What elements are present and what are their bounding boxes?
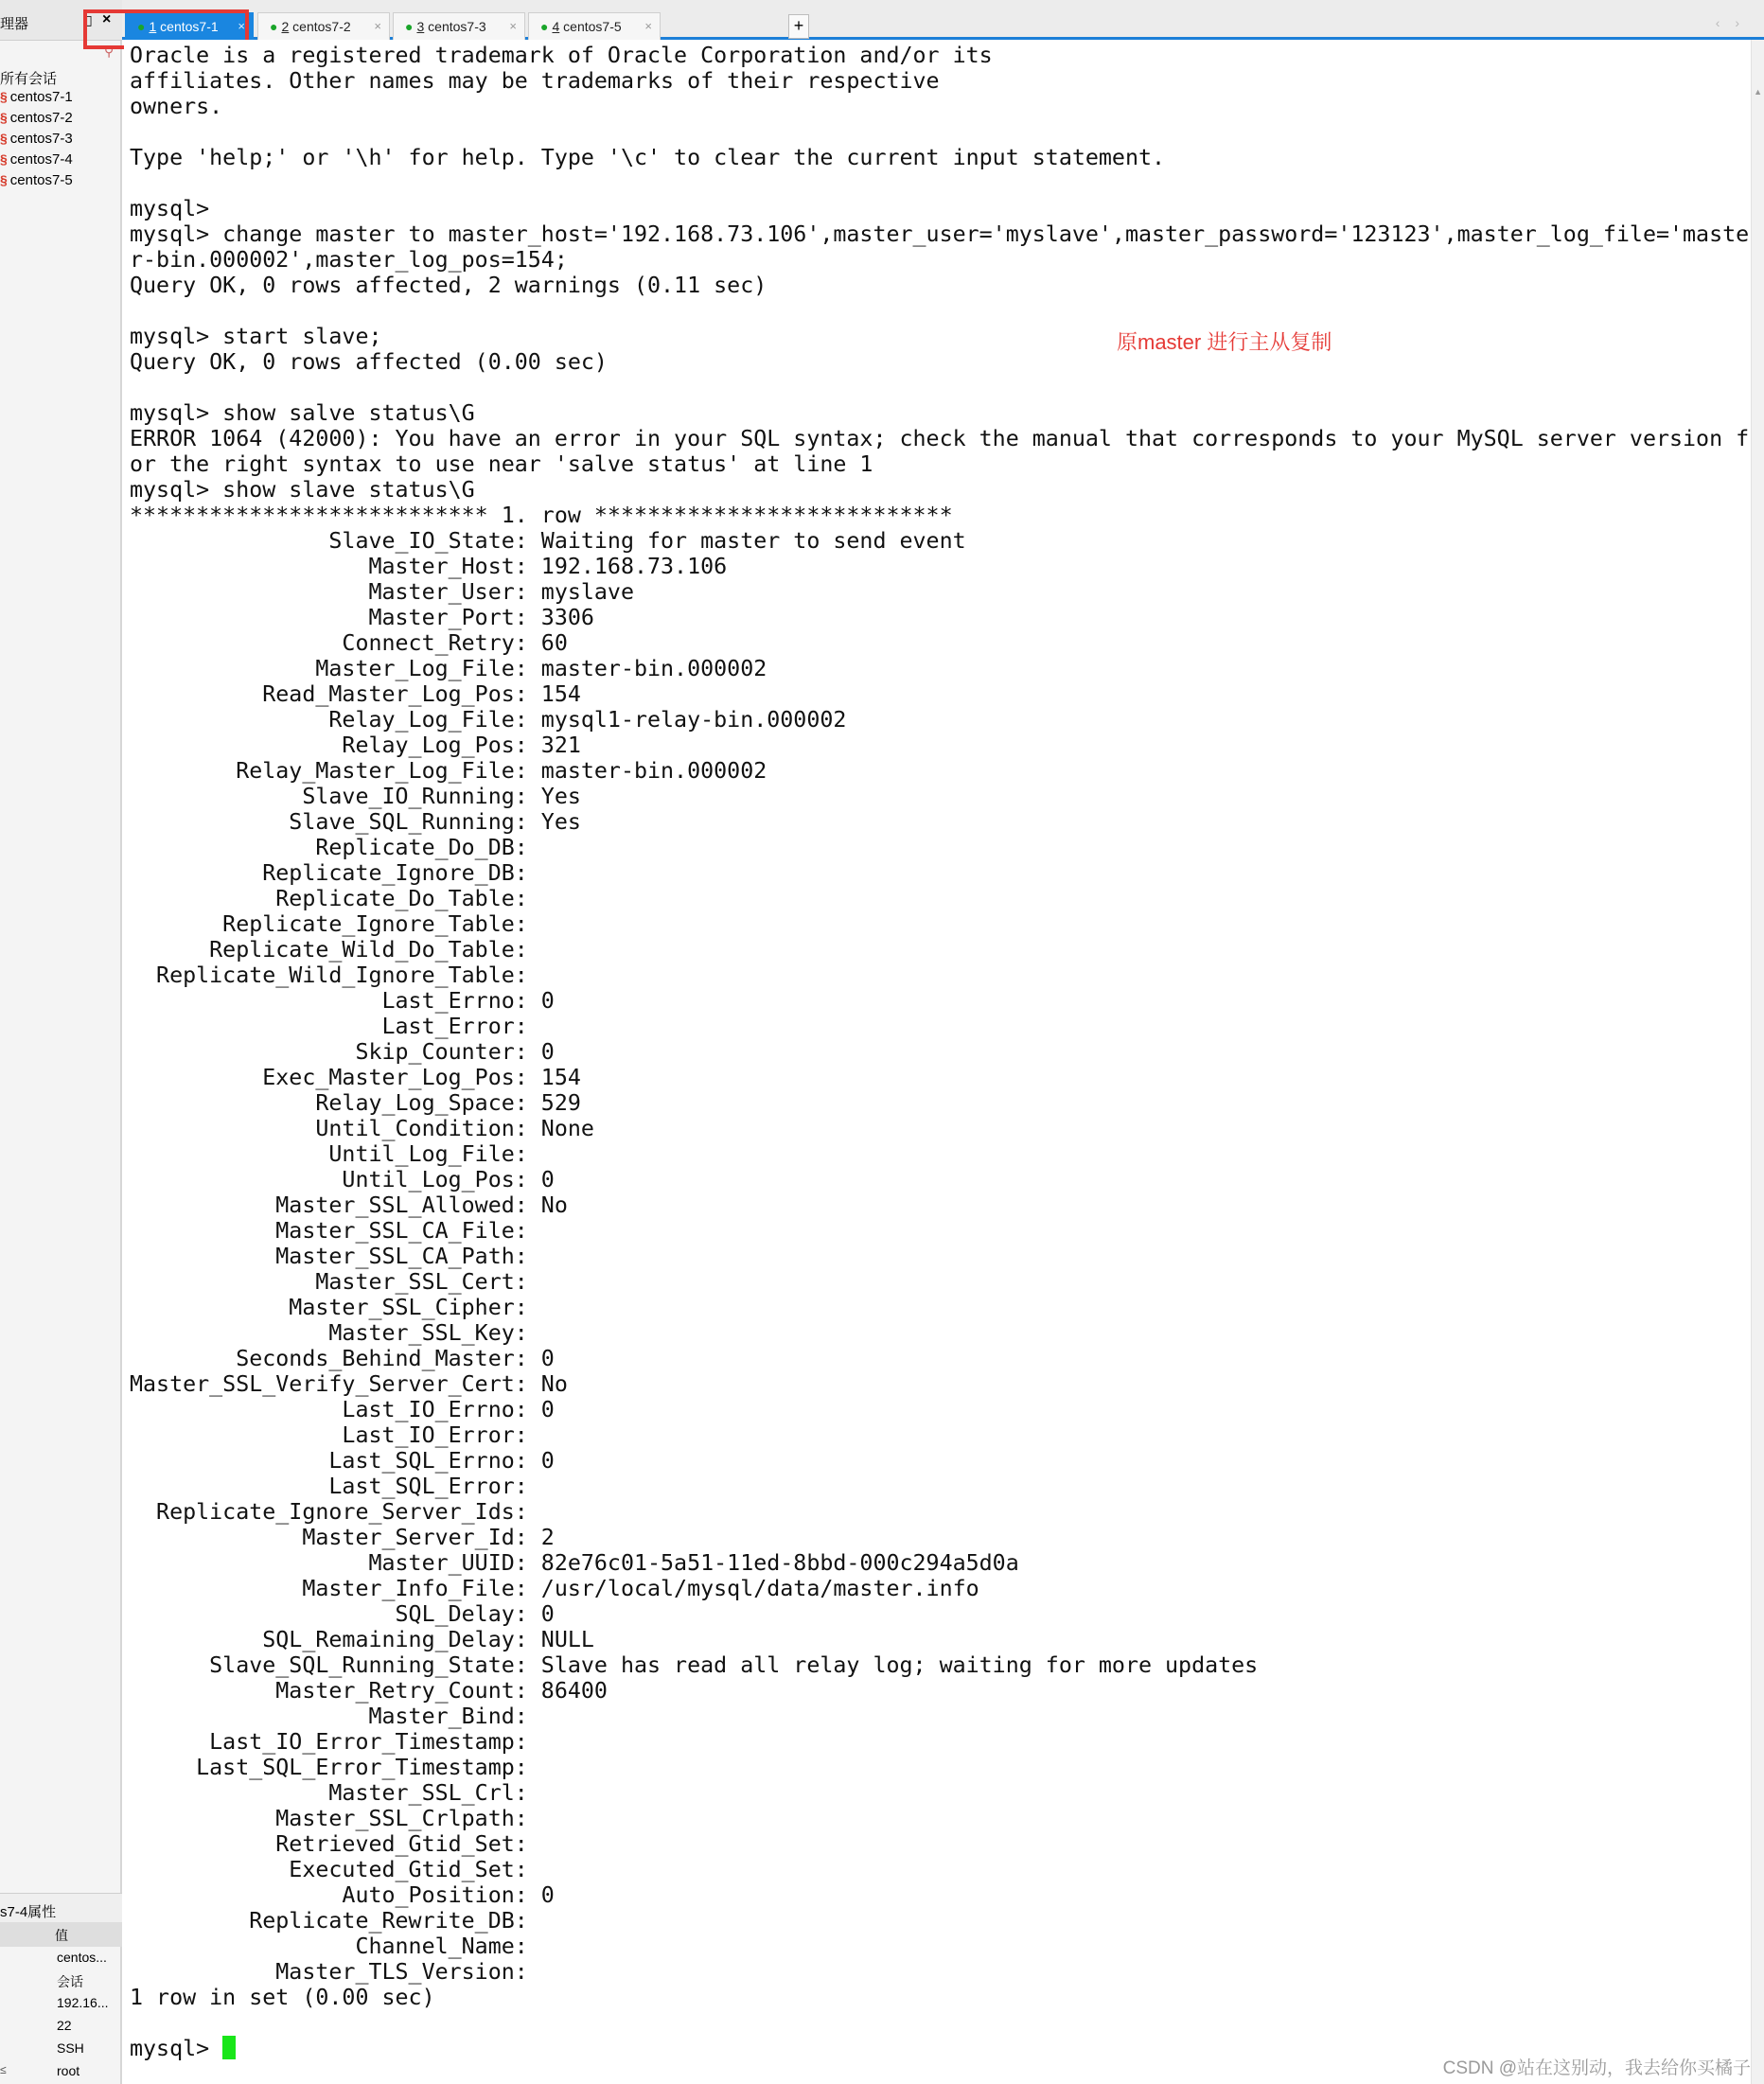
close-icon[interactable]: ×: [102, 11, 112, 27]
terminal-line: Replicate_Do_Table:: [130, 886, 528, 911]
session-item[interactable]: [0, 89, 73, 108]
terminal-line: Master_Info_File: /usr/local/mysql/data/master.info: [130, 1576, 979, 1601]
tab-label: centos7-1: [160, 19, 219, 34]
terminal-line: Last_Errno: 0: [130, 988, 555, 1014]
terminal-line: Relay_Log_Space: 529: [130, 1090, 581, 1116]
terminal-line: Replicate_Ignore_Table:: [130, 911, 528, 937]
tab-centos7-2[interactable]: [257, 12, 390, 41]
connected-status-icon: ●: [137, 19, 146, 34]
sidebar-title: 理器: [0, 16, 29, 32]
properties-header: [0, 1893, 122, 1924]
terminal-line: mysql> show slave status\G: [130, 477, 475, 503]
terminal-line: or the right syntax to use near 'salve status' at line 1: [130, 451, 873, 477]
properties-title: s7-4属性: [0, 1904, 57, 1920]
terminal-line: Master_SSL_CA_Path:: [130, 1244, 528, 1269]
terminal-line: Last_IO_Error_Timestamp:: [130, 1729, 528, 1755]
terminal-line: Slave_IO_Running: Yes: [130, 784, 581, 809]
terminal-line: Master_TLS_Version:: [130, 1959, 528, 1985]
terminal-line: Query OK, 0 rows affected (0.00 sec): [130, 349, 608, 375]
terminal-line: Query OK, 0 rows affected, 2 warnings (0.11 sec): [130, 273, 767, 298]
terminal-line: Last_IO_Error:: [130, 1422, 528, 1448]
terminal-line: Until_Log_Pos: 0: [130, 1167, 555, 1192]
tab-label: centos7-3: [428, 19, 486, 34]
property-value: SSH: [57, 2040, 84, 2056]
pin-icon[interactable]: ▯: [85, 12, 93, 27]
terminal-line: owners.: [130, 94, 223, 119]
session-label: centos7-3: [9, 131, 73, 147]
session-icon: §: [0, 89, 8, 104]
session-icon: §: [0, 131, 8, 146]
connected-status-icon: ●: [405, 19, 414, 34]
terminal-line: Replicate_Wild_Ignore_Table:: [130, 963, 528, 988]
terminal-line: Slave_IO_State: Waiting for master to send event: [130, 528, 966, 554]
properties-column-label: 值: [55, 1928, 68, 1943]
terminal-line: Auto_Position: 0: [130, 1882, 555, 1908]
terminal-line: Type 'help;' or '\h' for help. Type '\c' to clear the current input statement.: [130, 145, 1166, 170]
tab-number: 4: [552, 19, 560, 34]
session-label: centos7-5: [9, 172, 73, 188]
terminal-line: SQL_Remaining_Delay: NULL: [130, 1627, 594, 1652]
session-icon: §: [0, 172, 8, 187]
tab-close-icon[interactable]: ×: [374, 19, 381, 33]
tab-close-icon[interactable]: ×: [509, 19, 517, 33]
terminal-output[interactable]: [124, 40, 1752, 2084]
terminal-line: Replicate_Rewrite_DB:: [130, 1908, 528, 1934]
terminal-line: Slave_SQL_Running: Yes: [130, 809, 581, 835]
property-value: 192.16...: [57, 1995, 109, 2010]
connected-status-icon: ●: [270, 19, 278, 34]
terminal-line: Replicate_Wild_Do_Table:: [130, 937, 528, 963]
terminal-line: mysql> show salve status\G: [130, 400, 475, 426]
terminal-line: *************************** 1. row ***************************: [130, 503, 953, 528]
session-label: centos7-4: [9, 151, 73, 168]
session-item[interactable]: [0, 131, 73, 150]
terminal-line: mysql> start slave;: [130, 324, 382, 349]
session-tab-bar: [122, 0, 1764, 40]
terminal-line: Master_UUID: 82e76c01-5a51-11ed-8bbd-000c294a5d0a: [130, 1550, 1019, 1576]
terminal-line: Last_SQL_Error_Timestamp:: [130, 1755, 528, 1780]
terminal-line: Skip_Counter: 0: [130, 1039, 555, 1065]
terminal-line: Last_IO_Errno: 0: [130, 1397, 555, 1422]
session-label: centos7-2: [9, 110, 73, 126]
terminal-line: Channel_Name:: [130, 1934, 528, 1959]
tab-centos7-3[interactable]: [393, 12, 525, 41]
session-item[interactable]: [0, 151, 73, 170]
terminal-line: ERROR 1064 (42000): You have an error in your SQL syntax; check the manual that corresponds to your MySQL server version f: [130, 426, 1750, 451]
terminal-line: Last_SQL_Errno: 0: [130, 1448, 555, 1474]
sidebar-bottom-mark: ≤: [0, 2063, 7, 2076]
terminal-cursor: [222, 2036, 236, 2059]
tab-number: 1: [149, 19, 157, 34]
terminal-line: mysql> change master to master_host='192.168.73.106',master_user='myslave',master_password='123123',master_log_file='maste: [130, 221, 1750, 247]
property-value: 会话: [57, 1974, 83, 1989]
terminal-line: Relay_Master_Log_File: master-bin.000002: [130, 758, 767, 784]
terminal-line: r-bin.000002',master_log_pos=154;: [130, 247, 568, 273]
terminal-line: Master_SSL_Crlpath:: [130, 1806, 528, 1831]
terminal-line: Master_Port: 3306: [130, 605, 594, 630]
properties-column-header: [0, 1922, 122, 1947]
property-value: centos...: [57, 1950, 107, 1965]
terminal-line: Master_SSL_Cipher:: [130, 1295, 528, 1320]
terminal-line: Until_Condition: None: [130, 1116, 594, 1141]
tab-number: 2: [281, 19, 290, 34]
terminal-line: Executed_Gtid_Set:: [130, 1857, 528, 1882]
terminal-line: Exec_Master_Log_Pos: 154: [130, 1065, 581, 1090]
terminal-line: SQL_Delay: 0: [130, 1601, 555, 1627]
terminal-line: Master_SSL_Cert:: [130, 1269, 528, 1295]
tab-close-icon[interactable]: ×: [644, 19, 652, 33]
search-icon[interactable]: ⚲: [104, 44, 115, 59]
add-tab-button[interactable]: +: [788, 14, 809, 39]
tab-scroll-arrows[interactable]: ‹ ›: [1715, 15, 1745, 30]
scroll-up-arrow-icon[interactable]: ▲: [1754, 87, 1762, 97]
terminal-line: Master_SSL_CA_File:: [130, 1218, 528, 1244]
terminal-line: Master_SSL_Key:: [130, 1320, 528, 1346]
terminal-line: Slave_SQL_Running_State: Slave has read all relay log; waiting for more updates: [130, 1652, 1259, 1678]
terminal-line: Oracle is a registered trademark of Oracle Corporation and/or its: [130, 43, 993, 68]
terminal-line: Until_Log_File:: [130, 1141, 528, 1167]
terminal-line: Master_Bind:: [130, 1704, 528, 1729]
terminal-line: Relay_Log_File: mysql1-relay-bin.000002: [130, 707, 847, 733]
terminal-line: Replicate_Ignore_Server_Ids:: [130, 1499, 528, 1525]
terminal-line: Master_Retry_Count: 86400: [130, 1678, 608, 1704]
terminal-line: Master_SSL_Allowed: No: [130, 1192, 568, 1218]
terminal-scrollbar[interactable]: [1751, 40, 1764, 2084]
terminal-line: mysql>: [130, 196, 210, 221]
terminal-line: Read_Master_Log_Pos: 154: [130, 681, 581, 707]
terminal-prompt: mysql>: [130, 2036, 223, 2061]
terminal-line: Master_SSL_Verify_Server_Cert: No: [130, 1371, 568, 1397]
terminal-line: Seconds_Behind_Master: 0: [130, 1346, 555, 1371]
tab-centos7-5[interactable]: [528, 12, 661, 41]
session-item[interactable]: [0, 172, 73, 191]
terminal-line: Master_Host: 192.168.73.106: [130, 554, 728, 579]
tab-label: centos7-2: [292, 19, 351, 34]
terminal-line: Master_User: myslave: [130, 579, 634, 605]
property-value: root: [57, 2063, 80, 2078]
connected-status-icon: ●: [540, 19, 549, 34]
tab-close-icon[interactable]: ×: [238, 19, 245, 33]
session-group-label[interactable]: 所有会话: [0, 71, 58, 87]
property-value: 22: [57, 2018, 72, 2033]
terminal-line: Master_Server_Id: 2: [130, 1525, 555, 1550]
session-item[interactable]: [0, 110, 73, 129]
session-icon: §: [0, 151, 8, 167]
terminal-line: Replicate_Ignore_DB:: [130, 860, 528, 886]
watermark: CSDN @站在这别动，我去给你买橘子: [1442, 2058, 1751, 2078]
session-label: centos7-1: [9, 89, 73, 105]
terminal-line: Last_Error:: [130, 1014, 528, 1039]
terminal-line: Last_SQL_Error:: [130, 1474, 528, 1499]
terminal-line: Retrieved_Gtid_Set:: [130, 1831, 528, 1857]
terminal-line: affiliates. Other names may be trademarks of their respective: [130, 68, 940, 94]
annotation-label: 原master 进行主从复制: [1117, 330, 1332, 354]
tab-label: centos7-5: [563, 19, 622, 34]
terminal-text: [130, 43, 1749, 2061]
terminal-line: Replicate_Do_DB:: [130, 835, 528, 860]
session-icon: §: [0, 110, 8, 125]
terminal-line: Relay_Log_Pos: 321: [130, 733, 581, 758]
terminal-line: Connect_Retry: 60: [130, 630, 568, 656]
session-manager-sidebar: [0, 0, 122, 2084]
terminal-line: Master_Log_File: master-bin.000002: [130, 656, 767, 681]
terminal-line: 1 row in set (0.00 sec): [130, 1985, 435, 2010]
terminal-line: Master_SSL_Crl:: [130, 1780, 528, 1806]
tab-number: 3: [416, 19, 425, 34]
